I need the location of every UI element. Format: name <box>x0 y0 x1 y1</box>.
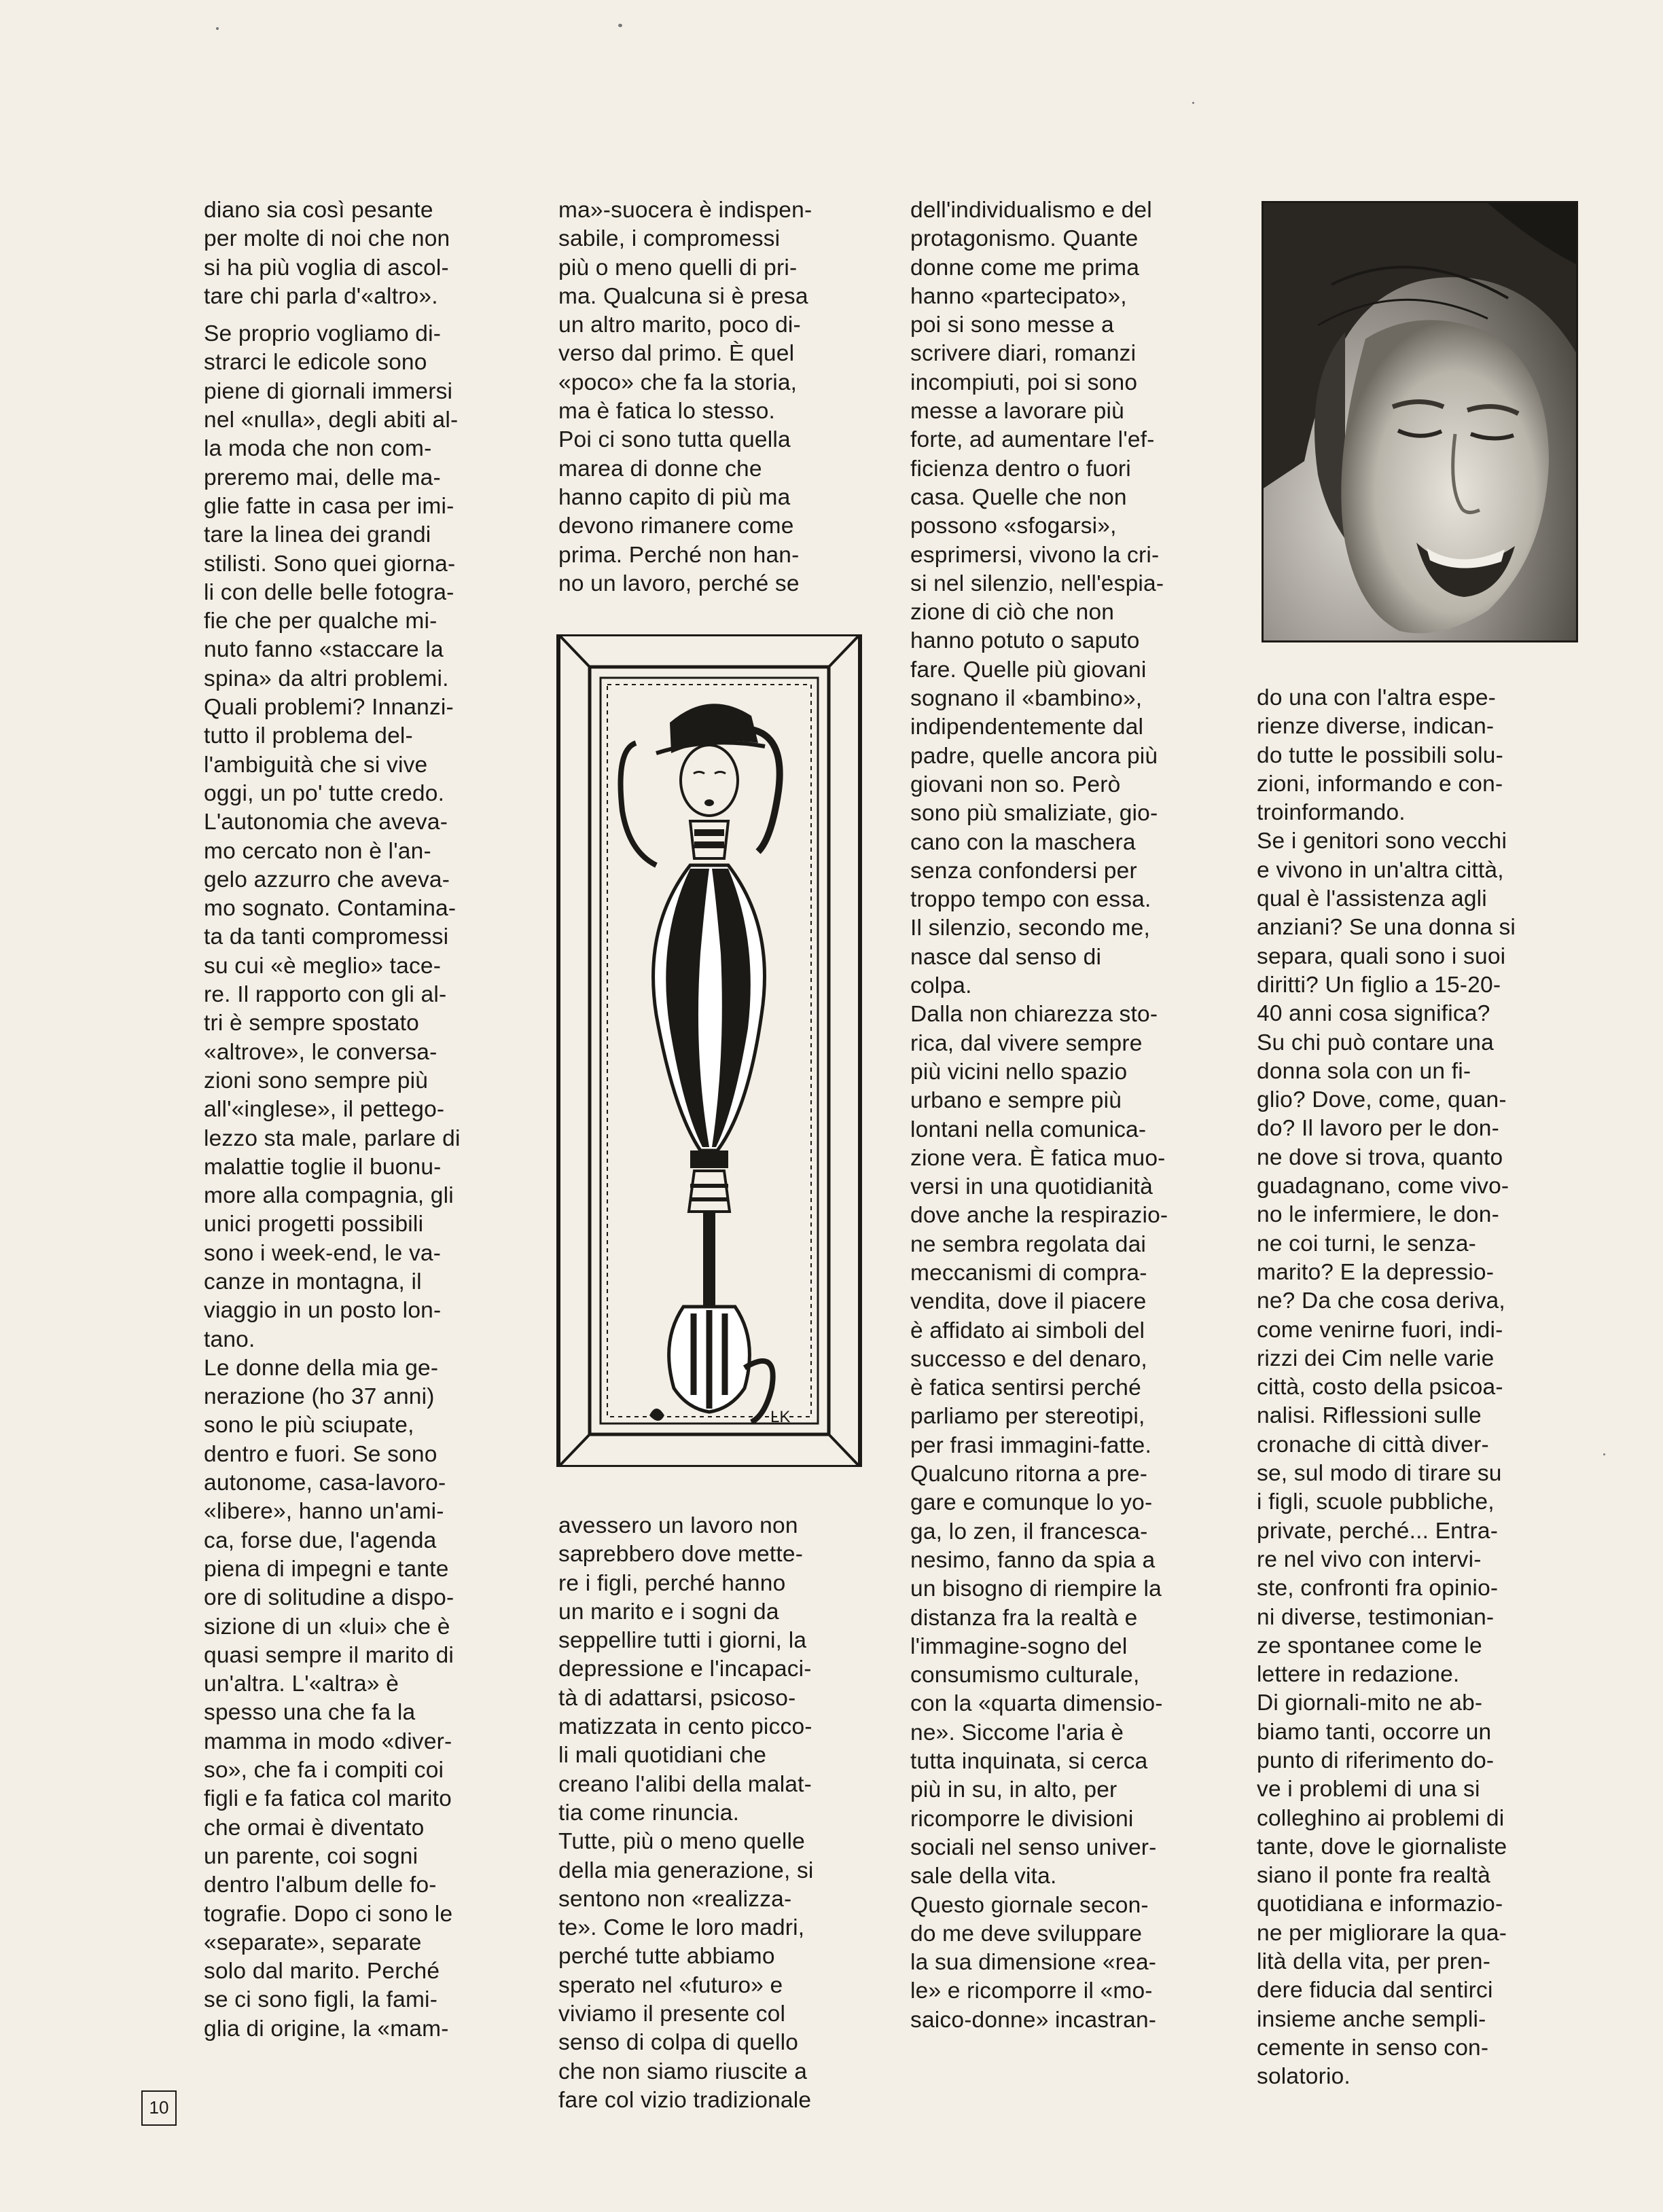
text-line: devono rimanere come <box>558 513 794 539</box>
text-line: ve i problemi di una si <box>1257 1777 1480 1802</box>
text-line: mo sognato. Contamina- <box>204 896 457 922</box>
text-line: mo cercato non è l'an- <box>204 838 431 864</box>
text-line: per frasi immagini-fatte. <box>910 1432 1151 1458</box>
text-line: con la «quarta dimensio- <box>910 1691 1163 1717</box>
text-line: tri è sempre spostato <box>204 1011 420 1036</box>
text-line: tografie. Dopo ci sono le <box>204 1901 453 1927</box>
text-line: «altrove», le conversa- <box>204 1039 437 1065</box>
text-line: L'autonomia che aveva- <box>204 810 448 835</box>
text-line: li mali quotidiani che <box>558 1743 767 1769</box>
text-line: ma»-suocera è indispen- <box>558 198 812 223</box>
text-line: unici progetti possibili <box>204 1212 424 1237</box>
text-line: che ormai è diventato <box>204 1815 425 1841</box>
text-line: fare col vizio tradizionale <box>558 2087 812 2113</box>
text-line: marito? E la depressio- <box>1257 1259 1495 1285</box>
text-line: nerazione (ho 37 anni) <box>204 1384 435 1410</box>
text-line: spesso una che fa la <box>204 1700 416 1726</box>
text-line: guadagnano, come vivo- <box>1257 1174 1509 1199</box>
text-line: un'altra. L'«altra» è <box>204 1671 399 1697</box>
text-line: prima. Perché non han- <box>558 542 800 568</box>
text-line: sono le più sciupate, <box>204 1413 414 1438</box>
text-line: glia di origine, la «mam- <box>204 2016 449 2042</box>
text-line: re nel vivo con intervi- <box>1257 1546 1482 1572</box>
text-line: donne come me prima <box>910 255 1140 280</box>
text-line: sentono non «realizza- <box>558 1886 792 1912</box>
text-line: marea di donne che <box>558 456 762 482</box>
text-line: parliamo per stereotipi, <box>910 1404 1145 1430</box>
text-line: per molte di noi che non <box>204 226 450 252</box>
text-line: rizzi dei Cim nelle varie <box>1257 1345 1495 1371</box>
text-line: un bisogno di riempire la <box>910 1576 1162 1602</box>
text-line: la sua dimensione «rea- <box>910 1950 1157 1976</box>
text-line: tà di adattarsi, psicoso- <box>558 1685 796 1711</box>
text-line: padre, quelle ancora più <box>910 743 1158 769</box>
text-line: forte, ad aumentare l'ef- <box>910 427 1155 453</box>
text-line: nuto fanno «staccare la <box>204 637 444 663</box>
text-line: troppo tempo con essa. <box>910 887 1151 913</box>
text-line: ma. Qualcuna si è presa <box>558 283 808 309</box>
text-line: verso dal primo. È quel <box>558 341 795 367</box>
text-line: tano. <box>204 1326 255 1352</box>
text-line: tutta inquinata, si cerca <box>910 1749 1148 1775</box>
text-line: zione vera. È fatica muo- <box>910 1145 1166 1171</box>
text-line: se ci sono figli, la fami- <box>204 1987 438 2013</box>
text-line: distanza fra la realtà e <box>910 1605 1138 1631</box>
text-line: spina» da altri problemi. <box>204 666 449 691</box>
text-line: esprimersi, vivono la cri- <box>910 542 1160 568</box>
text-line: la moda che non com- <box>204 436 432 462</box>
text-line: successo e del denaro, <box>910 1346 1147 1372</box>
text-line: Questo giornale secon- <box>910 1892 1149 1918</box>
text-line: canze in montagna, il <box>204 1269 422 1294</box>
text-line: lezzo sta male, parlare di <box>204 1125 461 1151</box>
text-line: sizione di un «lui» che è <box>204 1614 450 1639</box>
text-line: malattie toglie il buonu- <box>204 1154 442 1180</box>
text-line: possono «sfogarsi», <box>910 513 1117 539</box>
text-line: ne dove si trova, quanto <box>1257 1144 1503 1170</box>
text-line: separa, quali sono i suoi <box>1257 943 1506 969</box>
text-line: seppellire tutti i giorni, la <box>558 1628 807 1654</box>
text-line: matizzata in cento picco- <box>558 1714 812 1740</box>
text-line: giovani non so. Però <box>910 772 1121 797</box>
text-line: Su chi può contare una <box>1257 1030 1494 1055</box>
text-line: sperato nel «futuro» e <box>558 1972 783 1998</box>
page-number: 10 <box>141 2090 177 2126</box>
text-line: lontani nella comunica- <box>910 1117 1147 1142</box>
text-line: piena di impegni e tante <box>204 1556 449 1582</box>
text-line: Tutte, più o meno quelle <box>558 1829 805 1855</box>
article-column-2-bottom <box>558 1512 871 2115</box>
text-line: urbano e sempre più <box>910 1088 1122 1114</box>
text-line: ca, forse due, l'agenda <box>204 1527 437 1553</box>
text-line: dell'individualismo e del <box>910 198 1152 223</box>
text-line: versi in una quotidianità <box>910 1174 1153 1200</box>
text-line: saico-donne» incastran- <box>910 2007 1157 2033</box>
text-line: scrivere diari, romanzi <box>910 341 1137 367</box>
text-line: rienze diverse, indican- <box>1257 714 1495 740</box>
text-line: solatorio. <box>1257 2064 1351 2090</box>
text-line: donna sola con un fi- <box>1257 1058 1471 1084</box>
text-line: si ha più voglia di ascol- <box>204 255 449 280</box>
text-line: Di giornali-mito ne ab- <box>1257 1690 1483 1716</box>
text-line: dove anche la respirazio- <box>910 1203 1168 1229</box>
text-line: troinformando. <box>1257 800 1406 826</box>
text-line: siano il ponte fra realtà <box>1257 1863 1490 1889</box>
text-line: nesimo, fanno da spia a <box>910 1547 1156 1573</box>
text-line: più o meno quelli di pri- <box>558 255 798 280</box>
text-line: te». Come le loro madri, <box>558 1915 805 1941</box>
text-line: Dalla non chiarezza sto- <box>910 1002 1158 1028</box>
text-line: ste, confronti fra opinio- <box>1257 1576 1499 1601</box>
text-line: biamo tanti, occorre un <box>1257 1719 1492 1745</box>
text-line: Se proprio vogliamo di- <box>204 321 442 347</box>
text-line: gelo azzurro che aveva- <box>204 867 450 892</box>
text-line: do me deve sviluppare <box>910 1921 1143 1946</box>
text-line: senza confondersi per <box>910 858 1137 884</box>
text-line: ne coi turni, le senza- <box>1257 1231 1477 1256</box>
text-line: incompiuti, poi si sono <box>910 369 1138 395</box>
text-line: messe a lavorare più <box>910 399 1124 424</box>
text-line: ricomporre le divisioni <box>910 1806 1134 1832</box>
text-line: è fatica sentirsi perché <box>910 1375 1141 1401</box>
text-line: se, sul modo di tirare su <box>1257 1461 1502 1487</box>
text-line: dentro e fuori. Se sono <box>204 1441 437 1467</box>
text-line: no le infermiere, le don- <box>1257 1202 1499 1228</box>
text-line: ficienza dentro o fuori <box>910 456 1131 482</box>
text-line: do? Il lavoro per le don- <box>1257 1116 1499 1142</box>
text-line: l'ambiguità che si vive <box>204 752 428 778</box>
article-column-1 <box>204 196 509 2044</box>
text-line: hanno «partecipato», <box>910 283 1127 309</box>
text-line: un marito e i sogni da <box>558 1599 779 1625</box>
text-line: ne sembra regolata dai <box>910 1231 1147 1257</box>
text-line: l'immagine-sogno del <box>910 1633 1128 1659</box>
text-line: sono più smaliziate, gio- <box>910 801 1158 827</box>
text-line: li con delle belle fotogra- <box>204 579 454 605</box>
text-line: so», che fa i compiti coi <box>204 1758 444 1783</box>
text-line: autonome, casa-lavoro- <box>204 1470 446 1496</box>
text-line: dentro l'album delle fo- <box>204 1872 437 1898</box>
text-line: Quali problemi? Innanzi- <box>204 695 454 721</box>
text-line: cemente in senso con- <box>1257 2035 1489 2061</box>
text-line: perché tutte abbiamo <box>558 1944 775 1970</box>
text-line: colpa. <box>910 973 972 999</box>
text-line: tutto il problema del- <box>204 723 413 749</box>
text-line: tante, dove le giornaliste <box>1257 1834 1507 1860</box>
text-line: ma è fatica lo stesso. <box>558 399 776 424</box>
text-line: strarci le edicole sono <box>204 350 427 376</box>
paragraph-gap <box>204 311 509 320</box>
text-line: «separate», separate <box>204 1929 422 1955</box>
text-line: ne». Siccome l'aria è <box>910 1720 1124 1745</box>
text-line: ne per migliorare la qua- <box>1257 1920 1507 1946</box>
text-line: e vivono in un'altra città, <box>1257 857 1504 883</box>
text-line: avessero un lavoro non <box>558 1513 798 1538</box>
text-line: è affidato ai simboli del <box>910 1318 1145 1343</box>
text-line: vendita, dove il piacere <box>910 1289 1147 1315</box>
text-line: do una con l'altra espe- <box>1257 685 1497 710</box>
text-line: anziani? Se una donna si <box>1257 915 1516 941</box>
text-line: zione di ciò che non <box>910 600 1115 625</box>
text-line: un altro marito, poco di- <box>558 312 801 338</box>
text-line: tare la linea dei grandi <box>204 522 431 548</box>
text-line: preremo mai, delle ma- <box>204 465 441 490</box>
text-line: gare e comunque lo yo- <box>910 1490 1153 1516</box>
text-line: fie che per qualche mi- <box>204 609 437 634</box>
text-line: poi si sono messe a <box>910 312 1114 338</box>
text-line: ni diverse, testimonian- <box>1257 1604 1495 1630</box>
text-line: Le donne della mia ge- <box>204 1355 439 1381</box>
text-line: sabile, i compromessi <box>558 226 781 252</box>
text-line: ore di solitudine a dispo- <box>204 1585 454 1611</box>
text-line: oggi, un po' tutte credo. <box>204 780 445 806</box>
text-line: più in su, in alto, per <box>910 1777 1117 1803</box>
article-column-4 <box>1257 684 1576 2092</box>
text-line: città, costo della psicoa- <box>1257 1375 1503 1400</box>
text-line: quotidiana e informazio- <box>1257 1891 1503 1917</box>
text-line: casa. Quelle che non <box>910 484 1127 510</box>
text-line: re i figli, perché hanno <box>558 1570 786 1596</box>
article-column-2-top <box>558 196 871 598</box>
text-line: re. Il rapporto con gli al- <box>204 982 447 1008</box>
text-line: punto di riferimento do- <box>1257 1747 1495 1773</box>
text-line: i figli, scuole pubbliche, <box>1257 1489 1495 1515</box>
text-line: qual è l'assistenza agli <box>1257 886 1487 912</box>
text-line: figli e fa fatica col marito <box>204 1786 452 1812</box>
text-line: consumismo culturale, <box>910 1663 1140 1688</box>
text-line: zioni sono sempre più <box>204 1068 429 1093</box>
text-line: si nel silenzio, nell'espia- <box>910 570 1164 596</box>
text-line: senso di colpa di quello <box>558 2030 799 2056</box>
text-line: glie fatte in casa per imi- <box>204 493 454 519</box>
text-line: Poi ci sono tutta quella <box>558 427 791 453</box>
text-line: fare. Quelle più giovani <box>910 657 1147 683</box>
text-line: hanno potuto o saputo <box>910 628 1140 654</box>
text-line: piene di giornali immersi <box>204 378 453 404</box>
text-line: più vicini nello spazio <box>910 1059 1128 1085</box>
text-line: viaggio in un posto lon- <box>204 1298 442 1324</box>
text-line: viviamo il presente col <box>558 2001 786 2027</box>
text-line: Il silenzio, secondo me, <box>910 915 1151 941</box>
text-line: le» e ricomporre il «mo- <box>910 1978 1153 2004</box>
text-line: do tutte le possibili solu- <box>1257 742 1503 768</box>
text-line: creano l'alibi della malat- <box>558 1771 812 1797</box>
text-line: glio? Dove, come, quan- <box>1257 1087 1507 1113</box>
portrait-photo <box>1262 201 1578 642</box>
text-line: lettere in redazione. <box>1257 1662 1460 1688</box>
text-line: un parente, coi sogni <box>204 1843 418 1869</box>
text-line: solo dal marito. Perché <box>204 1959 440 1984</box>
text-line: 40 anni cosa significa? <box>1257 1001 1490 1027</box>
text-line: su cui «è meglio» tace- <box>204 953 442 979</box>
text-line: sono i week-end, le va- <box>204 1240 442 1266</box>
text-line: Se i genitori sono vecchi <box>1257 829 1507 854</box>
text-line: che non siamo riuscite a <box>558 2059 808 2084</box>
text-line: nasce dal senso di <box>910 944 1102 970</box>
text-line: come venirne fuori, indi- <box>1257 1317 1503 1343</box>
text-line: mamma in modo «diver- <box>204 1728 452 1754</box>
text-line: nalisi. Riflessioni sulle <box>1257 1403 1482 1429</box>
text-line: sociali nel senso univer- <box>910 1834 1157 1860</box>
text-line: Qualcuno ritorna a pre- <box>910 1462 1148 1487</box>
text-line: «libere», hanno un'ami- <box>204 1499 444 1525</box>
text-line: diano sia così pesante <box>204 198 433 223</box>
text-line: colleghino ai problemi di <box>1257 1805 1505 1831</box>
text-line: ze spontanee come le <box>1257 1633 1482 1658</box>
illustration-signature: LK <box>770 1408 791 1426</box>
umbrella-woman-illustration <box>554 634 864 1467</box>
text-line: lità della vita, per pren- <box>1257 1949 1491 1975</box>
text-line: «poco» che fa la storia, <box>558 369 798 395</box>
text-line: diritti? Un figlio a 15-20- <box>1257 972 1501 998</box>
text-line: all'«inglese», il pettego- <box>204 1097 445 1123</box>
text-line: dere fiducia dal sentirci <box>1257 1978 1493 2004</box>
text-line: indipendentemente dal <box>910 714 1144 740</box>
text-line: cronache di città diver- <box>1257 1432 1489 1457</box>
text-line: ne? Da che cosa deriva, <box>1257 1288 1505 1314</box>
text-line: nel «nulla», degli abiti al- <box>204 407 459 433</box>
text-line: meccanismi di compra- <box>910 1260 1147 1286</box>
text-line: tia come rinuncia. <box>558 1800 740 1826</box>
text-line: hanno capito di più ma <box>558 484 791 510</box>
text-line: sognano il «bambino», <box>910 686 1143 712</box>
text-line: protagonismo. Quante <box>910 226 1139 252</box>
article-column-3 <box>910 196 1223 2035</box>
text-line: ga, lo zen, il francesca- <box>910 1519 1148 1544</box>
text-line: no un lavoro, perché se <box>558 570 800 596</box>
text-line: depressione e l'incapaci- <box>558 1656 812 1682</box>
text-line: cano con la maschera <box>910 829 1136 855</box>
text-line: rica, dal vivere sempre <box>910 1030 1143 1056</box>
text-line: stilisti. Sono quei giorna- <box>204 551 456 577</box>
text-line: ta da tanti compromessi <box>204 924 449 950</box>
text-line: tare chi parla d'«altro». <box>204 283 438 309</box>
text-line: saprebbero dove mette- <box>558 1542 804 1567</box>
text-line: della mia generazione, si <box>558 1857 814 1883</box>
text-line: more alla compagnia, gli <box>204 1183 454 1209</box>
text-line: sale della vita. <box>910 1864 1057 1889</box>
text-line: private, perché... Entra- <box>1257 1518 1499 1544</box>
text-line: quasi sempre il marito di <box>204 1642 454 1668</box>
text-line: insieme anche sempli- <box>1257 2006 1486 2032</box>
text-line: zioni, informando e con- <box>1257 771 1503 797</box>
